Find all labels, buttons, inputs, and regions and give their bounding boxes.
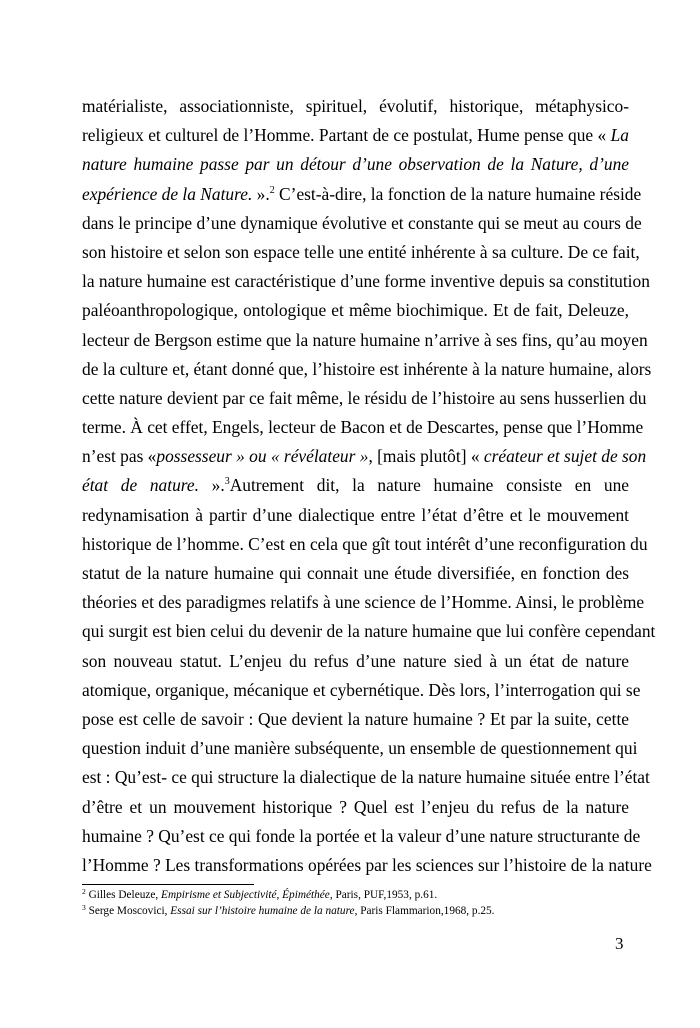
line-text: de la culture et, étant donné que, l’histoire est inhérente à la nature humaine, alors — [82, 358, 652, 379]
line-text: question induit d’une manière subséquente, un ensemble de questionnement qui — [82, 738, 638, 759]
text-line — [82, 559, 629, 588]
line-footnote-ref: 3 — [224, 476, 230, 488]
line-text: , [mais plutôt] « — [368, 446, 484, 467]
footnote-text: , Paris, PUF,1953, p.61. — [329, 889, 438, 901]
line-text: est : Qu’est- ce qui structure la dialectique de la nature humaine située entre l’état — [82, 767, 650, 788]
line-text: humaine ? Qu’est ce qui fonde la portée et la valeur d’une nature structurante de — [82, 825, 641, 846]
footnote-text: , Paris Flammarion,1968, p.25. — [354, 905, 495, 917]
line-text: statut de la nature humaine qui connait une étude diversifiée, en fonction des — [82, 563, 629, 583]
line-text: ». — [252, 183, 270, 204]
footnote-text: Serge Moscovici, — [85, 905, 171, 917]
text-line — [82, 763, 650, 792]
line-text: C’est-à-dire, la fonction de la nature humaine réside — [274, 183, 642, 204]
text-line — [82, 413, 644, 442]
line-text: son nouveau statut. L’enjeu du refus d’une nature sied à un état de nature — [82, 650, 629, 671]
line-footnote-ref: 2 — [269, 184, 275, 196]
text-line — [82, 355, 652, 384]
line-italic-text: possesseur » ou « révélateur » — [156, 446, 369, 467]
text-line — [82, 851, 652, 880]
footnote-footnote-ref: 3 — [82, 903, 86, 912]
footnote-footnote-ref: 2 — [82, 887, 86, 896]
text-line — [82, 267, 650, 296]
text-line — [82, 471, 629, 500]
line-italic-text: créateur et sujet de son — [483, 446, 647, 467]
line-italic-text: La — [610, 125, 629, 146]
line-text: l’Homme ? Les transformations opérées par les sciences sur l’histoire de la nature — [82, 854, 652, 875]
line-text: redynamisation à partir d’une dialectique entre l’état d’être et le mouvement — [82, 504, 629, 525]
text-line — [82, 238, 640, 267]
line-text: la nature humaine est caractéristique d’une forme inventive depuis sa constitution — [82, 271, 650, 292]
line-italic-text: nature humaine passe par un détour d’une observation de la Nature, d’une — [82, 154, 629, 175]
line-italic-text: état de nature. — [82, 475, 199, 496]
text-line — [82, 442, 647, 471]
line-text: n’est pas « — [82, 446, 157, 467]
line-text: ». — [198, 475, 225, 496]
line-text: historique de l’homme. C’est en cela que gît tout intérêt d’une reconfiguration du — [82, 533, 648, 554]
text-line — [82, 588, 645, 617]
line-text: cette nature devient par ce fait même, le résidu de l’histoire au sens husserlien du — [82, 387, 647, 408]
text-line — [82, 647, 629, 676]
line-text: son histoire et selon son espace telle une entité inhérente à sa culture. De ce fait, — [82, 241, 640, 262]
line-text: théories et des paradigmes relatifs à une science de l’Homme. Ainsi, le problème — [82, 592, 645, 613]
text-line — [82, 326, 648, 355]
text-line — [82, 530, 648, 559]
footnote-italic-text: Empirisme et Subjectivité, Épiméthée — [161, 889, 330, 901]
text-line — [82, 150, 629, 179]
text-line — [82, 734, 638, 763]
line-text: qui surgit est bien celui du devenir de la nature humaine que lui confère cependant — [82, 621, 656, 642]
footnote — [82, 887, 642, 903]
footnote-italic-text: Essai sur l’histoire humaine de la nature — [170, 905, 355, 917]
line-text: matérialiste, associationniste, spirituel, évolutif, historique, métaphysico- — [82, 96, 629, 116]
line-text: paléoanthropologique, ontologique et même biochimique. Et de fait, Deleuze, — [82, 300, 629, 321]
line-text: Autrement dit, la nature humaine consiste en une — [229, 475, 629, 496]
page-number: 3 — [615, 934, 624, 953]
footnotes — [82, 887, 642, 919]
text-line — [82, 296, 629, 325]
text-line — [82, 793, 629, 822]
line-italic-text: expérience de la Nature. — [82, 183, 253, 204]
line-text: pose est celle de savoir : Que devient la nature humaine ? Et par la suite, cette — [82, 708, 629, 729]
line-text: religieux et culturel de l’Homme. Partant de ce postulat, Hume pense que « — [82, 125, 611, 146]
line-text: d’être et un mouvement historique ? Quel est l’enjeu du refus de la nature — [82, 796, 629, 817]
text-line — [82, 617, 656, 646]
line-text: lecteur de Bergson estime que la nature humaine n’arrive à ses fins, qu’au moyen — [82, 329, 648, 350]
line-text: terme. À cet effet, Engels, lecteur de Bacon et de Descartes, pense que l’Homme — [82, 417, 644, 438]
footnote-separator — [82, 884, 254, 885]
text-line — [82, 92, 629, 121]
line-text: atomique, organique, mécanique et cybernétique. Dès lors, l’interrogation qui se — [82, 679, 641, 700]
body-text — [82, 92, 656, 880]
text-line — [82, 121, 629, 150]
text-line — [82, 676, 641, 705]
text-line — [82, 180, 642, 209]
text-line — [82, 501, 629, 530]
text-line — [82, 209, 642, 238]
footnote-text: Gilles Deleuze, — [85, 889, 162, 901]
footnote — [82, 903, 642, 919]
text-line — [82, 822, 641, 851]
text-line — [82, 384, 647, 413]
text-line — [82, 705, 629, 734]
line-text: dans le principe d’une dynamique évolutive et constante qui se meut au cours de — [82, 212, 642, 233]
